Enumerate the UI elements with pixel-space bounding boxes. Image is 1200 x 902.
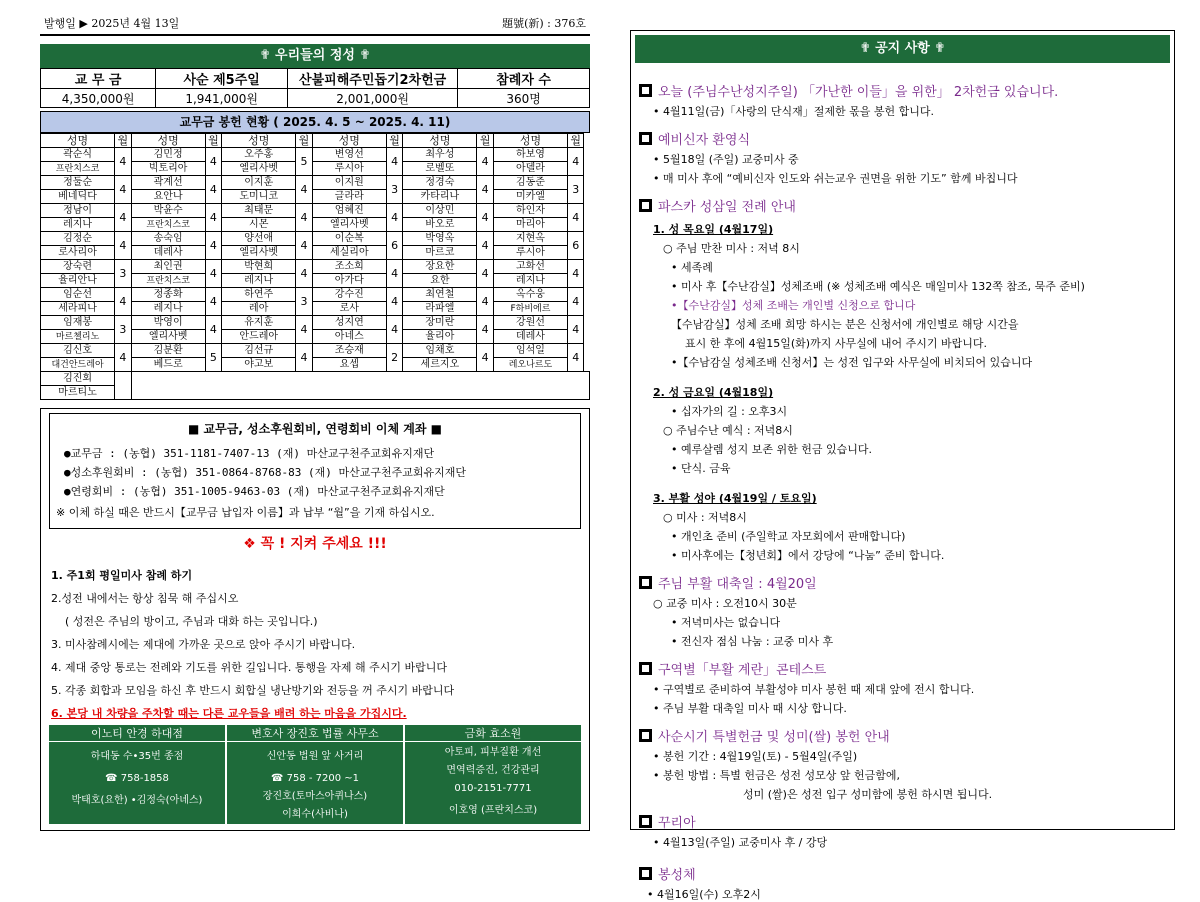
sponsor-ads bbox=[49, 725, 581, 824]
notice-heading: 오늘 (주님수난성지주일) 「가난한 이들」을 위한」 2차헌금 있습니다. bbox=[658, 85, 1059, 100]
member-name: 김민정 bbox=[131, 148, 205, 162]
offering-header: 사순 제5주일 bbox=[156, 69, 288, 89]
sponsor-ad bbox=[405, 725, 581, 824]
table-row bbox=[41, 176, 590, 190]
member-months: 4 bbox=[568, 148, 584, 176]
account-line: ●교무금 : (농협) 351-1181-7407-13 (재) 마산교구천주교회유지재단 bbox=[64, 447, 435, 460]
member-months: 3 bbox=[568, 176, 584, 204]
member-name: 박윤수 bbox=[131, 204, 205, 218]
member-months: 4 bbox=[115, 288, 131, 316]
member-baptismal-name: 도미니코 bbox=[222, 190, 296, 204]
member-months: 3 bbox=[296, 288, 312, 316]
member-name: 정종화 bbox=[131, 288, 205, 302]
member-baptismal-name: 베드로 bbox=[131, 358, 205, 372]
fee-col-month-header: 월 bbox=[568, 134, 584, 148]
notice-section bbox=[639, 726, 1166, 802]
member-name: 정경숙 bbox=[403, 176, 477, 190]
sponsor-line: 이희수(사비나) bbox=[282, 809, 348, 820]
notice-heading: 사순시기 특별헌금 및 성미(쌀) 봉헌 안내 bbox=[658, 730, 890, 745]
member-name: 최인권 bbox=[131, 260, 205, 274]
member-baptismal-name: 율리안나 bbox=[41, 274, 115, 288]
member-baptismal-name: 베네딕다 bbox=[41, 190, 115, 204]
sponsor-line: 하대동 수•35번 종점 bbox=[90, 751, 184, 762]
member-name: 정둘순 bbox=[41, 176, 115, 190]
member-baptismal-name: 루시아 bbox=[493, 246, 567, 260]
member-name: 조승재 bbox=[312, 344, 386, 358]
rule-item: ( 성전은 주님의 방이고, 주님과 대화 하는 곳입니다.) bbox=[65, 615, 318, 628]
notice-heading: 파스카 성삼일 전례 안내 bbox=[658, 200, 796, 215]
notice-item: • 예루살렘 성지 보존 위한 헌금 있습니다. bbox=[671, 443, 872, 456]
member-name: 이상민 bbox=[403, 204, 477, 218]
offering-title: ✟ 우리들의 정성 ✟ bbox=[40, 44, 590, 68]
member-months: 4 bbox=[477, 176, 493, 204]
member-baptismal-name: 프란치스코 bbox=[41, 162, 115, 176]
member-months: 4 bbox=[568, 204, 584, 232]
member-name: 임석일 bbox=[493, 344, 567, 358]
notice-item: 【수남감실】성체 조배 희망 하시는 분은 신청서에 개인별로 해당 시간을 bbox=[671, 318, 1019, 331]
member-months: 4 bbox=[477, 260, 493, 288]
member-baptismal-name: 마르코 bbox=[403, 246, 477, 260]
member-months: 6 bbox=[568, 232, 584, 260]
fee-col-month-header: 월 bbox=[205, 134, 221, 148]
member-baptismal-name: 빅토리아 bbox=[131, 162, 205, 176]
notice-section bbox=[639, 196, 1166, 563]
notice-item: • 세족례 bbox=[671, 261, 713, 274]
member-months: 4 bbox=[115, 204, 131, 232]
member-months: 4 bbox=[568, 316, 584, 344]
notice-item: • 미사후에는【청년회】에서 강당에 “나눔” 준비 합니다. bbox=[671, 549, 945, 562]
table-row bbox=[41, 204, 590, 218]
notice-item: ○ 교중 미사 : 오전10시 30분 bbox=[653, 597, 797, 610]
member-name: 김선규 bbox=[222, 344, 296, 358]
offering-header: 교 무 금 bbox=[41, 69, 156, 89]
member-baptismal-name: 로벨또 bbox=[403, 162, 477, 176]
rule-item: 2.성전 내에서는 항상 침묵 해 주십시오 bbox=[51, 592, 239, 605]
member-name: 김진회 bbox=[41, 372, 115, 386]
fee-col-name-header: 성명 bbox=[41, 134, 115, 148]
member-baptismal-name: 레아 bbox=[222, 302, 296, 316]
member-baptismal-name: 아가다 bbox=[312, 274, 386, 288]
member-baptismal-name: 세르지오 bbox=[403, 358, 477, 372]
member-baptismal-name: 야고보 bbox=[222, 358, 296, 372]
member-baptismal-name: 로사 bbox=[312, 302, 386, 316]
member-baptismal-name: 엘리사벳 bbox=[222, 162, 296, 176]
notice-item: • 봉헌 기간 : 4월19일(토) - 5월4일(주일) bbox=[653, 750, 858, 763]
notice-section bbox=[639, 81, 1166, 119]
notice-item: • 4월11일(금)「사랑의 단식재」절제한 몫을 봉헌 합니다. bbox=[653, 105, 934, 118]
table-row bbox=[41, 316, 590, 330]
notice-heading: 주님 부활 대축일 : 4월20일 bbox=[658, 577, 817, 592]
member-name: 최연철 bbox=[403, 288, 477, 302]
member-baptismal-name: 레지나 bbox=[222, 274, 296, 288]
fee-col-month-header: 월 bbox=[296, 134, 312, 148]
member-name: 곽순식 bbox=[41, 148, 115, 162]
member-baptismal-name: 마르첼리노 bbox=[41, 330, 115, 344]
member-name: 박영옥 bbox=[403, 232, 477, 246]
left-column bbox=[40, 12, 590, 831]
fee-col-month-header: 월 bbox=[115, 134, 131, 148]
member-baptismal-name: 루시아 bbox=[312, 162, 386, 176]
sponsor-line: 면역력증진, 건강관리 bbox=[446, 765, 540, 776]
member-baptismal-name: 데레사 bbox=[131, 246, 205, 260]
notice-item: • 5월18일 (주일) 교중미사 중 bbox=[653, 153, 799, 166]
member-baptismal-name: 레지나 bbox=[493, 274, 567, 288]
member-months: 4 bbox=[205, 148, 221, 176]
member-months bbox=[115, 372, 131, 400]
member-name: 변영선 bbox=[312, 148, 386, 162]
notice-section bbox=[639, 864, 1166, 902]
rule-item: 5. 각종 회합과 모임을 하신 후 반드시 회합실 냉난방기와 전등을 꺼 주시기 바랍니다 bbox=[51, 684, 455, 697]
member-name: 임순선 bbox=[41, 288, 115, 302]
fee-col-name-header: 성명 bbox=[312, 134, 386, 148]
member-baptismal-name: 엘리사벳 bbox=[222, 246, 296, 260]
notice-item: • 구역별로 준비하여 부활성야 미사 봉헌 때 제대 앞에 전시 합니다. bbox=[653, 683, 975, 696]
checkbox-square-icon bbox=[639, 729, 652, 742]
notice-item: •【수남감실 성체조배 신청서】는 성전 입구와 사무실에 비치되어 있습니다 bbox=[671, 356, 1033, 369]
member-name: 곽계선 bbox=[131, 176, 205, 190]
notice-item: 성미 (쌀)은 성전 입구 성미함에 봉헌 하시면 됩니다. bbox=[743, 788, 993, 801]
member-name: 장숙련 bbox=[41, 260, 115, 274]
notice-heading: 꾸리아 bbox=[658, 816, 696, 831]
rule-item: 1. 주1회 평일미사 참례 하기 bbox=[51, 569, 193, 582]
member-months: 4 bbox=[115, 232, 131, 260]
member-baptismal-name: 데레사 bbox=[493, 330, 567, 344]
member-baptismal-name: 엘리사벳 bbox=[131, 330, 205, 344]
member-name: 김분환 bbox=[131, 344, 205, 358]
member-name: 박현희 bbox=[222, 260, 296, 274]
checkbox-square-icon bbox=[639, 662, 652, 675]
member-name: 지현옥 bbox=[493, 232, 567, 246]
member-name: 엄혜진 bbox=[312, 204, 386, 218]
member-baptismal-name: 라파엘 bbox=[403, 302, 477, 316]
member-months: 4 bbox=[296, 344, 312, 372]
notice-item: • 4월13일(주일) 교중미사 후 / 강당 bbox=[653, 836, 828, 849]
member-months: 4 bbox=[205, 232, 221, 260]
member-name: 양선애 bbox=[222, 232, 296, 246]
member-baptismal-name: 카타리나 bbox=[403, 190, 477, 204]
member-name: 강수진 bbox=[312, 288, 386, 302]
member-months: 4 bbox=[115, 176, 131, 204]
fee-col-name-header: 성명 bbox=[493, 134, 567, 148]
member-name: 하보영 bbox=[493, 148, 567, 162]
member-baptismal-name: 엘리사벳 bbox=[312, 218, 386, 232]
member-name: 최우성 bbox=[403, 148, 477, 162]
member-name: 유지훈 bbox=[222, 316, 296, 330]
member-months: 6 bbox=[386, 232, 402, 260]
member-months: 4 bbox=[205, 316, 221, 344]
member-months: 4 bbox=[205, 288, 221, 316]
offering-value: 2,001,000원 bbox=[288, 89, 458, 108]
notice-item: • 단식. 금육 bbox=[671, 462, 731, 475]
member-baptismal-name: 미카엘 bbox=[493, 190, 567, 204]
notice-heading: 예비신자 환영식 bbox=[658, 133, 751, 148]
sponsor-line: ☎ 758-1858 bbox=[105, 773, 169, 784]
member-months: 4 bbox=[115, 344, 131, 372]
notice-item: 표시 한 후에 4월15일(화)까지 사무실에 내어 주시기 바랍니다. bbox=[685, 337, 987, 350]
rule-item: 4. 제대 중앙 통로는 전례와 기도를 위한 길입니다. 통행을 자제 해 주시기 바랍니다 bbox=[51, 661, 447, 674]
account-line: ●성소후원회비 : (농협) 351-0864-8768-83 (재) 마산교구천주교회유지재단 bbox=[64, 466, 466, 479]
member-baptismal-name: 로사리아 bbox=[41, 246, 115, 260]
notice-item: • 매 미사 후에 “예비신자 인도와 쉬는교우 권면을 위한 기도” 함께 바칩니다 bbox=[653, 172, 1018, 185]
sponsor-name: 금화 효소원 bbox=[405, 725, 581, 742]
sponsor-line: 010-2151-7771 bbox=[454, 783, 532, 794]
member-months: 3 bbox=[386, 176, 402, 204]
member-name: 이지원 bbox=[312, 176, 386, 190]
member-name: 송숙임 bbox=[131, 232, 205, 246]
empty-cell bbox=[131, 372, 589, 400]
member-months: 4 bbox=[477, 316, 493, 344]
member-name: 고화선 bbox=[493, 260, 567, 274]
fee-table-title: 교무금 봉헌 현황 ( 2025. 4. 5 ~ 2025. 4. 11) bbox=[40, 111, 590, 133]
member-months: 4 bbox=[477, 148, 493, 176]
member-baptismal-name: 아네스 bbox=[312, 330, 386, 344]
must-keep-heading: ❖ 꼭 ! 지켜 주세요 !!! bbox=[243, 536, 387, 552]
table-row bbox=[41, 288, 590, 302]
member-name: 정남이 bbox=[41, 204, 115, 218]
notice-section bbox=[639, 659, 1166, 716]
notice-item: • 미사 후【수난감실】성체조배 (※ 성체조배 예식은 매일미사 132쪽 참조, 묵주 준비) bbox=[671, 280, 1085, 293]
notice-item: • 봉헌 방법 : 특별 헌금은 성전 성모상 앞 헌금함에, bbox=[653, 769, 901, 782]
member-months: 4 bbox=[477, 288, 493, 316]
member-months: 4 bbox=[568, 260, 584, 288]
member-name: 성지연 bbox=[312, 316, 386, 330]
account-title: ■ 교무금, 성소후원회비, 연령회비 이체 계좌 ■ bbox=[188, 422, 442, 436]
member-months: 4 bbox=[296, 176, 312, 204]
member-months: 4 bbox=[568, 288, 584, 316]
member-months: 4 bbox=[296, 204, 312, 232]
notice-item: ○ 미사 : 저녁8시 bbox=[663, 511, 747, 524]
notice-item: • 4월16일(수) 오후2시 bbox=[647, 888, 761, 901]
checkbox-square-icon bbox=[639, 867, 652, 880]
notice-panel bbox=[630, 30, 1175, 901]
sponsor-line: 이호영 (프란치스코) bbox=[448, 805, 538, 816]
member-name: 강원선 bbox=[493, 316, 567, 330]
checkbox-square-icon bbox=[639, 84, 652, 97]
notice-item: • 십자가의 길 : 오후3시 bbox=[671, 405, 788, 418]
sponsor-line: 신안동 법원 앞 사거리 bbox=[266, 751, 364, 762]
member-months: 4 bbox=[386, 316, 402, 344]
sponsor-name: 변호사 장진호 법률 사무소 bbox=[227, 725, 403, 742]
checkbox-square-icon bbox=[639, 815, 652, 828]
rule-item: 3. 미사참례시에는 제대에 가까운 곳으로 앉아 주시기 바랍니다. bbox=[51, 638, 356, 651]
offering-header: 참례자 수 bbox=[458, 69, 590, 89]
table-row bbox=[41, 148, 590, 162]
member-months: 4 bbox=[386, 148, 402, 176]
member-name: 임재봉 bbox=[41, 316, 115, 330]
member-months: 5 bbox=[205, 344, 221, 372]
account-line: ●연령회비 : (농협) 351-1005-9463-03 (재) 마산교구천주교회유지재단 bbox=[64, 485, 445, 498]
notice-subheading: 1. 성 목요일 (4월17일) bbox=[653, 223, 774, 236]
sponsor-line: ☎ 758 - 7200 ~1 bbox=[270, 773, 360, 784]
member-months: 5 bbox=[296, 148, 312, 176]
bulletin-header bbox=[40, 12, 590, 36]
table-row bbox=[41, 344, 590, 358]
fee-col-name-header: 성명 bbox=[222, 134, 296, 148]
member-baptismal-name: 프란치스코 bbox=[131, 274, 205, 288]
issue-number: 題號(新) : 376호 bbox=[502, 17, 586, 30]
table-row bbox=[41, 260, 590, 274]
member-baptismal-name: 아델라 bbox=[493, 162, 567, 176]
member-baptismal-name: 세실리아 bbox=[312, 246, 386, 260]
member-baptismal-name: F하비에르 bbox=[493, 302, 567, 316]
member-baptismal-name: 요셉 bbox=[312, 358, 386, 372]
member-name: 임채호 bbox=[403, 344, 477, 358]
member-baptismal-name: 안드레아 bbox=[222, 330, 296, 344]
member-baptismal-name: 요안나 bbox=[131, 190, 205, 204]
checkbox-square-icon bbox=[639, 132, 652, 145]
member-baptismal-name: 글라라 bbox=[312, 190, 386, 204]
member-months: 4 bbox=[205, 176, 221, 204]
member-name: 박영이 bbox=[131, 316, 205, 330]
member-months: 4 bbox=[477, 232, 493, 260]
member-months: 4 bbox=[386, 288, 402, 316]
member-name: 옥수웅 bbox=[493, 288, 567, 302]
member-months: 4 bbox=[296, 232, 312, 260]
member-months: 4 bbox=[568, 344, 584, 372]
notice-item: • 주님 부활 대축일 미사 때 시상 합니다. bbox=[653, 702, 847, 715]
offering-value: 4,350,000원 bbox=[41, 89, 156, 108]
fee-col-month-header: 월 bbox=[386, 134, 402, 148]
member-months: 4 bbox=[205, 260, 221, 288]
notice-item: • 저녁미사는 없습니다 bbox=[671, 616, 781, 629]
notice-item: ○ 주님수난 예식 : 저녁8시 bbox=[663, 424, 793, 437]
member-months: 4 bbox=[205, 204, 221, 232]
member-name: 장요한 bbox=[403, 260, 477, 274]
sponsor-ad bbox=[49, 725, 225, 824]
member-baptismal-name: 마르티노 bbox=[41, 386, 115, 400]
member-months: 3 bbox=[115, 260, 131, 288]
member-months: 2 bbox=[386, 344, 402, 372]
member-name: 하인자 bbox=[493, 204, 567, 218]
member-months: 4 bbox=[386, 260, 402, 288]
member-baptismal-name: 대건안드레아 bbox=[41, 358, 115, 372]
member-months: 4 bbox=[386, 204, 402, 232]
member-baptismal-name: 율리아 bbox=[403, 330, 477, 344]
publish-date: 발행일 ▶ 2025년 4월 13일 bbox=[44, 17, 180, 30]
member-baptismal-name: 세라피나 bbox=[41, 302, 115, 316]
member-baptismal-name: 마리아 bbox=[493, 218, 567, 232]
fee-col-name-header: 성명 bbox=[403, 134, 477, 148]
member-name: 김동준 bbox=[493, 176, 567, 190]
member-name: 이지훈 bbox=[222, 176, 296, 190]
offering-value: 360명 bbox=[458, 89, 590, 108]
notice-item: • 개인초 준비 (주일학교 자모회에서 판매합니다) bbox=[671, 530, 906, 543]
sponsor-line: 박태호(요한) •김정숙(아녜스) bbox=[71, 795, 203, 806]
notice-subheading: 3. 부활 성야 (4월19일 / 토요일) bbox=[653, 492, 817, 505]
member-name: 조소희 bbox=[312, 260, 386, 274]
member-months: 4 bbox=[477, 344, 493, 372]
member-baptismal-name: 레지나 bbox=[41, 218, 115, 232]
member-baptismal-name: 시몬 bbox=[222, 218, 296, 232]
notice-heading: 구역별「부활 계란」콘테스트 bbox=[658, 663, 827, 678]
notice-item: • 전신자 점심 나눔 : 교중 미사 후 bbox=[671, 635, 834, 648]
notice-title: ✟ 공지 사항 ✟ bbox=[635, 35, 1170, 63]
sponsor-line: 장진호(토마스아퀴나스) bbox=[262, 791, 368, 802]
rule-item: 6. 본당 내 차량을 주차할 때는 다른 교우들을 배려 하는 마음을 가집시다. bbox=[51, 707, 407, 720]
member-months: 4 bbox=[296, 260, 312, 288]
member-name: 김정순 bbox=[41, 232, 115, 246]
fee-col-month-header: 월 bbox=[477, 134, 493, 148]
member-months: 4 bbox=[477, 204, 493, 232]
member-baptismal-name: 바오로 bbox=[403, 218, 477, 232]
notice-section bbox=[639, 812, 1166, 850]
notice-section bbox=[639, 129, 1166, 186]
member-baptismal-name: 레오나르도 bbox=[493, 358, 567, 372]
member-baptismal-name: 프란치스코 bbox=[131, 218, 205, 232]
member-months: 4 bbox=[115, 148, 131, 176]
member-name: 오주홍 bbox=[222, 148, 296, 162]
offering-value: 1,941,000원 bbox=[156, 89, 288, 108]
sponsor-ad bbox=[227, 725, 403, 824]
member-months: 3 bbox=[115, 316, 131, 344]
account-note: ※ 이체 하실 때은 반드시【교무금 납입자 이름】과 납부 “월”을 기재 하십시오. bbox=[56, 506, 435, 519]
member-name: 하연주 bbox=[222, 288, 296, 302]
notice-item: ○ 주님 만찬 미사 : 저녁 8시 bbox=[663, 242, 800, 255]
notice-subheading: 2. 성 금요일 (4월18일) bbox=[653, 386, 774, 399]
member-name: 최태문 bbox=[222, 204, 296, 218]
account-notice-box bbox=[40, 408, 590, 831]
offering-header: 산불피해주민돕기2차헌금 bbox=[288, 69, 458, 89]
rules-list bbox=[45, 567, 585, 721]
sponsor-line: 아토피, 피부질환 개선 bbox=[444, 747, 542, 758]
fee-col-name-header: 성명 bbox=[131, 134, 205, 148]
table-row bbox=[41, 232, 590, 246]
member-months: 4 bbox=[296, 316, 312, 344]
member-name: 이순복 bbox=[312, 232, 386, 246]
offering-table bbox=[40, 68, 590, 108]
member-name: 김신호 bbox=[41, 344, 115, 358]
notice-section bbox=[639, 573, 1166, 649]
account-box bbox=[49, 413, 581, 529]
member-name: 장미란 bbox=[403, 316, 477, 330]
notice-item: •【수난감실】성체 조배는 개인별 신청으로 합니다 bbox=[671, 299, 916, 312]
table-row bbox=[41, 372, 590, 386]
member-baptismal-name: 레지나 bbox=[131, 302, 205, 316]
checkbox-square-icon bbox=[639, 199, 652, 212]
notice-heading: 봉성체 bbox=[658, 868, 696, 883]
checkbox-square-icon bbox=[639, 576, 652, 589]
fee-table bbox=[40, 133, 590, 400]
sponsor-name: 이노티 안경 하대점 bbox=[49, 725, 225, 742]
member-baptismal-name: 요한 bbox=[403, 274, 477, 288]
